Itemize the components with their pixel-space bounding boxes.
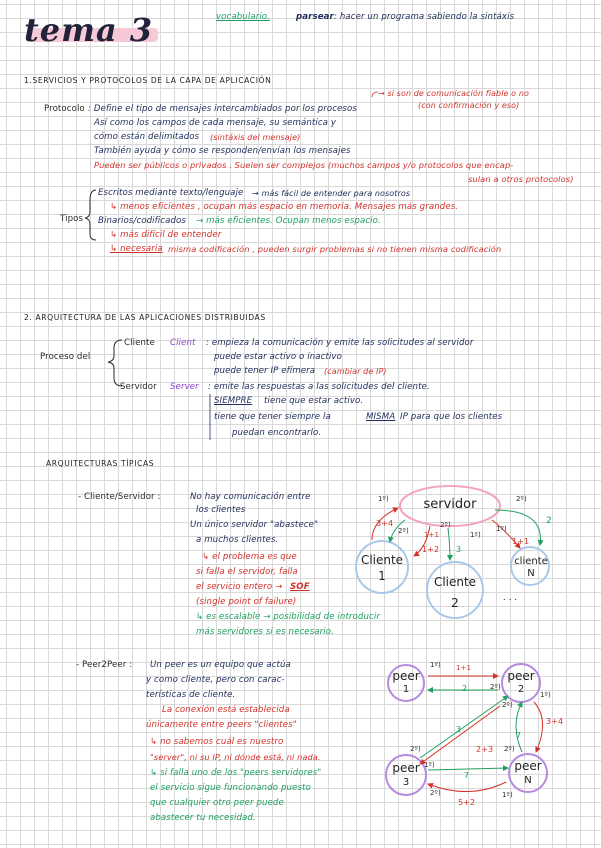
tipos-line-1: Escritos mediante texto/lenguaje bbox=[98, 188, 244, 198]
p2p-edge-label-11: 1+1 bbox=[456, 664, 472, 672]
side-note-2: (con confirmación y eso) bbox=[418, 101, 520, 110]
vocab-word: parsear bbox=[296, 12, 334, 22]
p2p-line-5: únicamente entre peers "clientes" bbox=[146, 720, 297, 730]
cliente-line-3-note: (cambiar de IP) bbox=[324, 367, 387, 376]
cs-edge-label-2b: 2º) bbox=[516, 495, 527, 503]
p2p-edge-label-52: 5+2 bbox=[458, 798, 476, 807]
cs-line-6: si falla el servidor, falla bbox=[196, 567, 298, 577]
p2p-line-7: "server", ni su IP, ni dónde está, ni nada. bbox=[150, 752, 321, 762]
client1-num: 1 bbox=[378, 569, 386, 583]
tipos-line-4: ↳ más difícil de entender bbox=[110, 230, 222, 240]
cs-edge-label-11-right: 1+1 bbox=[512, 537, 530, 546]
cliente-label: Cliente bbox=[124, 338, 155, 348]
protocolo-line-2: Así como los campos de cada mensaje, su semántica y bbox=[94, 118, 337, 128]
p2p-edge-label-34: 3+4 bbox=[546, 717, 564, 726]
p2p-edge-label-1c: 1º) bbox=[540, 691, 551, 699]
protocolo-label: Protocolo bbox=[44, 104, 85, 114]
cs-edge-label-1-right: 1º) bbox=[496, 525, 507, 533]
arquitecturas-heading: ARQUITECTURAS TÍPICAS bbox=[46, 459, 155, 468]
cs-line-4: a muchos clientes. bbox=[196, 535, 279, 545]
p2p-edge-label-3: 3 bbox=[456, 725, 462, 734]
clientN-label: cliente bbox=[514, 556, 548, 567]
cs-line-2: los clientes bbox=[196, 505, 246, 515]
cs-label: - Cliente/Servidor : bbox=[78, 492, 161, 502]
proceso-label: Proceso del bbox=[40, 352, 91, 362]
page-title: tema 3 bbox=[24, 11, 154, 49]
peer2-label: peer bbox=[507, 669, 535, 683]
vocab-definition: : hacer un programa sabiendo la sintáxis bbox=[334, 12, 515, 22]
proceso-brace bbox=[108, 340, 122, 386]
servidor-en: Server bbox=[170, 382, 199, 392]
cliente-en: Client bbox=[170, 338, 196, 348]
protocolo-line-3: cómo están delimitados bbox=[94, 132, 200, 142]
p2p-line-1: Un peer es un equipo que actúa bbox=[150, 660, 291, 670]
p2p-edge-label-23: 2+3 bbox=[476, 745, 494, 754]
cs-line-8: (single point of failure) bbox=[196, 597, 297, 607]
p2p-line-4: La conexión está establecida bbox=[162, 705, 290, 715]
cs-line-3: Un único servidor "abastece" bbox=[190, 520, 319, 530]
cs-edge-label-11: 1+1 bbox=[424, 531, 440, 539]
tipos-line-3-note: → más eficientes. Ocupan menos espacio. bbox=[196, 216, 381, 226]
section2-heading: 2. ARQUITECTURA DE LAS APLICACIONES DISTRIBUIDAS bbox=[24, 313, 266, 322]
p2p-line-8: ↳ si falla uno de los "peers servidores" bbox=[150, 768, 322, 778]
cs-line-7: el servicio entero → bbox=[196, 582, 283, 592]
tipos-line-5-lead: ↳ necesaria bbox=[110, 244, 163, 254]
client2-num: 2 bbox=[451, 596, 459, 610]
cs-line-9: ↳ es escalable → posibilidad de introducir bbox=[196, 612, 380, 622]
p2p-edge-label-1d: 1º) bbox=[424, 761, 435, 769]
tipos-line-3: Binarios/codificados bbox=[98, 216, 186, 226]
clientN-num: N bbox=[527, 568, 535, 579]
servidor-line-1: : emite las respuestas a las solicitudes del cliente. bbox=[208, 382, 430, 392]
cs-edge-label-3: 3 bbox=[456, 545, 462, 554]
p2p-edge-label-7b: 7 bbox=[464, 771, 470, 780]
p2p-edge-label-2e: 2º) bbox=[430, 789, 441, 797]
p2p-edge-label-1e: 1º) bbox=[502, 791, 513, 799]
section1-heading: 1.SERVICIOS Y PROTOCOLOS DE LA CAPA DE APLICACIÓN bbox=[24, 76, 272, 85]
p2p-edge-label-2c: 2º) bbox=[504, 745, 515, 753]
peer3-label: peer bbox=[392, 761, 420, 775]
p2p-edge-label-2d: 2º) bbox=[410, 745, 421, 753]
p2p-edge-label-2f: 2º) bbox=[502, 701, 513, 709]
servidor-line-2: tiene que estar activo. bbox=[264, 396, 364, 406]
peer3-num: 3 bbox=[402, 777, 410, 788]
tipos-line-1-note: → más fácil de entender para nosotros bbox=[252, 189, 411, 198]
server-label: servidor bbox=[423, 497, 477, 512]
p2p-line-9: el servicio sigue funcionando puesto bbox=[150, 783, 311, 793]
servidor-label: Servidor bbox=[120, 382, 157, 392]
p2p-line-3: terísticas de cliente. bbox=[146, 690, 236, 700]
peer1-num: 1 bbox=[402, 684, 410, 695]
p2p-edge-label-2: 2º) bbox=[490, 683, 501, 691]
client1-label: Cliente bbox=[360, 553, 404, 567]
tipos-line-2: ↳ menos eficientes , ocupan más espacio en memoria. Mensajes más grandes. bbox=[110, 202, 459, 212]
protocolo-line-3-note: (sintáxis del mensaje) bbox=[210, 133, 301, 142]
peer1-label: peer bbox=[392, 669, 420, 683]
cliente-line-3: puede tener IP efímera bbox=[214, 366, 316, 376]
p2p-label: - Peer2Peer : bbox=[76, 660, 133, 670]
tipos-brace bbox=[85, 190, 96, 240]
cs-edge-label-1: 1º) bbox=[378, 495, 389, 503]
cs-edge-label-2-right: 2 bbox=[546, 516, 552, 526]
cliente-line-1: : empieza la comunicación y emite las solicitudes al servidor bbox=[206, 338, 474, 348]
protocolo-line-1: : Define el tipo de mensajes intercambiados por los procesos bbox=[88, 104, 357, 114]
servidor-line-3c: IP para que los clientes bbox=[400, 412, 503, 422]
p2p-line-6: ↳ no sabemos cuál es nuestro bbox=[150, 737, 284, 747]
servidor-line-3a: tiene que tener siempre la bbox=[214, 412, 331, 422]
cs-line-10: más servidores si es necesario. bbox=[196, 627, 334, 637]
cs-edge-label-12: 1+2 bbox=[422, 545, 440, 554]
servidor-line-4: puedan encontrarlo. bbox=[232, 428, 322, 438]
p2p-line-11: abastecer tu necesidad. bbox=[150, 813, 256, 823]
p2p-line-2: y como cliente, pero con carac- bbox=[146, 675, 285, 685]
cs-line-1: No hay comunicación entre bbox=[190, 492, 311, 502]
servidor-siempre: SIEMPRE bbox=[214, 396, 253, 406]
p2p-edge-label-1: 1º) bbox=[430, 661, 441, 669]
red-note-arrow bbox=[372, 92, 378, 97]
protocolo-line-6: sulan a otros protocolos) bbox=[468, 174, 574, 184]
peerN-num: N bbox=[524, 775, 532, 786]
client2-label: Cliente bbox=[433, 575, 477, 589]
cs-edge-label-34: 3+4 bbox=[376, 519, 394, 528]
side-note-1: → si son de comunicación fiable o no bbox=[378, 89, 529, 98]
cs-line-5: ↳ el problema es que bbox=[202, 552, 297, 562]
tipos-line-5: misma codificación , pueden surgir problemas si no tienen misma codificación bbox=[168, 244, 502, 254]
cs-edge-label-2-left: 2º) bbox=[440, 521, 451, 529]
cs-edge-label-2: 2º) bbox=[398, 527, 409, 535]
peerN-label: peer bbox=[514, 759, 542, 773]
cliente-line-2: puede estar activo o inactivo bbox=[214, 352, 342, 362]
vocab-term: vocabulario. bbox=[216, 12, 271, 22]
cs-sof: SOF bbox=[290, 582, 310, 592]
tipos-label: Tipos bbox=[60, 214, 84, 224]
protocolo-line-4: También ayuda y cómo se responden/envían los mensajes bbox=[94, 146, 351, 156]
cs-edge-label-1b: 1º) bbox=[470, 531, 481, 539]
p2p-line-10: que cualquier otro peer puede bbox=[150, 798, 284, 808]
p2p-edge-label-7: 7 bbox=[516, 731, 522, 740]
peer2-num: 2 bbox=[517, 684, 525, 695]
servidor-misma: MISMA bbox=[366, 412, 396, 422]
p2p-edge-label-2b: 2 bbox=[462, 684, 468, 693]
client1-node bbox=[356, 541, 408, 593]
clients-ellipsis: . . . bbox=[502, 593, 518, 603]
protocolo-line-5: Pueden ser públicos o privados . Suelen ser complejos (muchos campos y/o protocolos que encap- bbox=[94, 160, 514, 170]
